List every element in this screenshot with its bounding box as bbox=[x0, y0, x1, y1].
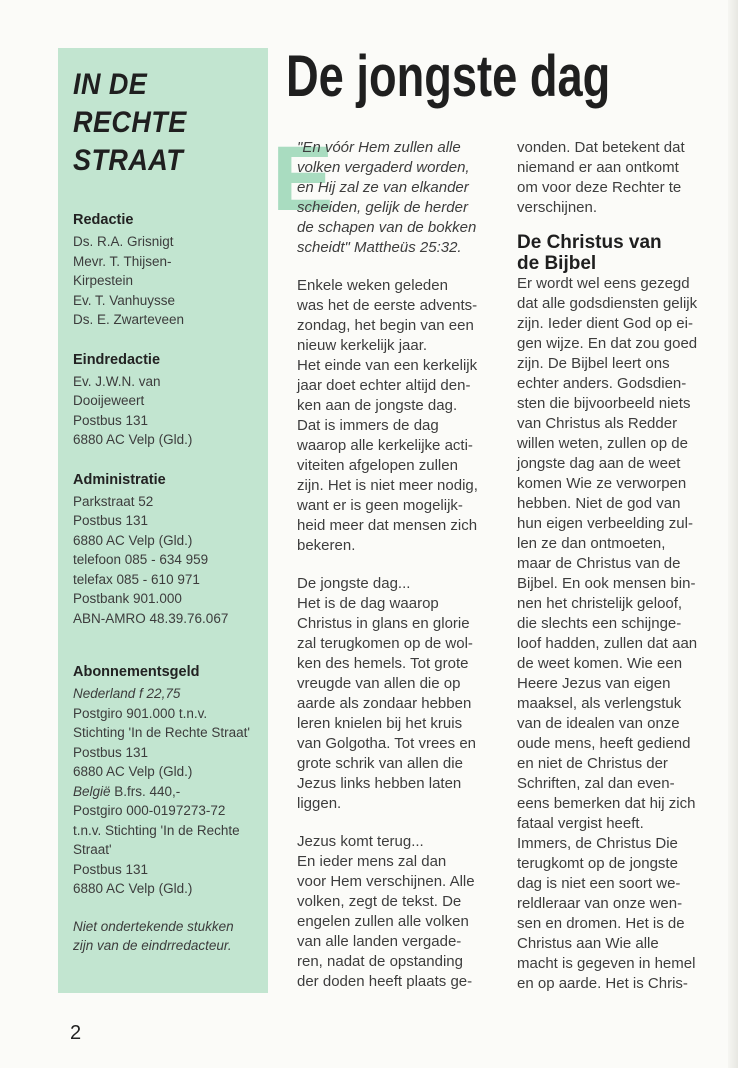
abonnement-line: t.n.v. Stichting 'In de Rechte bbox=[73, 822, 240, 838]
editorial-note: Niet ondertekende stukken zijn van de eindrredacteur. bbox=[73, 918, 234, 953]
abonnement-line: Straat' bbox=[73, 842, 112, 857]
eindredactie-line: Postbus 131 bbox=[73, 412, 149, 428]
intro-line: volken vergaderd worden, bbox=[297, 159, 470, 176]
administratie-line: Parkstraat 52 bbox=[73, 493, 154, 509]
text-line: Enkele weken geleden bbox=[297, 277, 448, 294]
abonnement-line: Stichting 'In de Rechte Straat' bbox=[73, 725, 251, 740]
text-line: leren knielen bij het kruis bbox=[297, 715, 463, 732]
text-line: der doden heeft plaats ge- bbox=[297, 973, 473, 990]
text-line: hebben. Niet de god van bbox=[517, 495, 681, 512]
article-column-right bbox=[517, 138, 722, 994]
text-line: van de idealen van onze bbox=[517, 715, 680, 732]
text-line: terugkomt op de jongste bbox=[517, 855, 678, 872]
text-line: reldleraar van onze wen- bbox=[517, 895, 683, 912]
eindredactie-line: Ev. J.W.N. van bbox=[73, 373, 161, 389]
intro-quote bbox=[297, 138, 497, 258]
text-line: nen het christelijk geloof, bbox=[517, 595, 683, 612]
redactie-line: Ds. R.A. Grisnigt bbox=[73, 234, 174, 249]
intro-line: de schapen van de bokken bbox=[297, 219, 477, 236]
text-line: om voor deze Rechter te bbox=[517, 179, 682, 196]
text-line: hun eigen verbeelding zul- bbox=[517, 515, 693, 532]
text-line: Bijbel. En ook mensen bin- bbox=[517, 575, 696, 592]
text-line: want er is geen mogelijk- bbox=[297, 497, 463, 514]
text-line: Christus aan Wie alle bbox=[517, 935, 659, 952]
text-line: sten die bijvoorbeeld niets bbox=[517, 395, 691, 412]
text-line: zijn. Ieder dient God op ei- bbox=[517, 315, 693, 332]
text-line: Dat is immers de dag bbox=[297, 417, 439, 434]
text-line: viteiten afgelopen zullen bbox=[297, 457, 458, 474]
subheading-line: De Christus van bbox=[517, 232, 662, 253]
text-line: Heere Jezus van eigen bbox=[517, 675, 671, 692]
abonnement-line: Postbus 131 bbox=[73, 744, 149, 760]
article-column-middle bbox=[297, 138, 497, 992]
abonnement-line: Postbus 131 bbox=[73, 861, 149, 877]
text-line: Het is de dag waarop bbox=[297, 595, 439, 612]
belgie-label: België bbox=[73, 783, 111, 799]
redactie-line: Ev. T. Vanhuysse bbox=[73, 292, 176, 308]
text-line: zondag, het begin van een bbox=[297, 317, 474, 334]
text-line: eens bemerken dat hij zich bbox=[517, 795, 696, 812]
administratie-section bbox=[73, 470, 256, 629]
intro-line: scheiden, gelijk de herder bbox=[297, 199, 468, 216]
text-line: engelen zullen alle volken bbox=[297, 913, 469, 930]
paragraph-gap bbox=[297, 814, 497, 832]
text-line: jaar doet echter altijd den- bbox=[297, 377, 471, 394]
text-line: van Christus als Redder bbox=[517, 415, 678, 432]
text-line: Schriften, zal dan even- bbox=[517, 775, 675, 792]
drop-cap: E bbox=[272, 128, 334, 230]
paragraph-gap bbox=[297, 258, 497, 276]
text-line: heid meer dat mensen zich bbox=[297, 517, 478, 534]
text-line: bekeren. bbox=[297, 537, 356, 554]
text-line: ren, nadat de opstanding bbox=[297, 953, 463, 970]
text-line: zijn. Het is niet meer nodig, bbox=[297, 477, 478, 494]
redactie-heading: Redactie bbox=[73, 212, 134, 228]
text-line: fataal vergist heeft. bbox=[517, 815, 644, 832]
colophon-sidebar bbox=[58, 48, 268, 993]
text-line: Het einde van een kerkelijk bbox=[297, 357, 478, 374]
text-line: maaksel, als verlengstuk bbox=[517, 695, 682, 712]
paragraph bbox=[297, 574, 497, 814]
section-subheading bbox=[517, 232, 722, 274]
paragraph-gap bbox=[297, 556, 497, 574]
redactie-line: Mevr. T. Thijsen- bbox=[73, 253, 172, 269]
belgie-price: B.frs. 440,- bbox=[110, 783, 181, 799]
text-line: oude mens, heeft gediend bbox=[517, 735, 691, 752]
text-line: ken des hemels. Tot grote bbox=[297, 655, 469, 672]
text-line: Er wordt wel eens gezegd bbox=[517, 275, 690, 292]
text-line: volken, zegt de tekst. De bbox=[297, 893, 462, 910]
text-line: voor Hem verschijnen. Alle bbox=[297, 873, 475, 890]
text-line: sen en dromen. Het is de bbox=[517, 915, 685, 932]
administratie-line: Postbank 901.000 bbox=[73, 591, 182, 606]
text-line: echter anders. Godsdien- bbox=[517, 375, 687, 392]
paragraph bbox=[297, 832, 497, 992]
abonnement-line: 6880 AC Velp (Gld.) bbox=[73, 881, 193, 896]
abonnement-section bbox=[73, 662, 256, 956]
text-line: gen wijze. En dat zou goed bbox=[517, 335, 698, 352]
abonnement-line: Postgiro 000-0197273-72 bbox=[73, 803, 226, 818]
text-line: en op aarde. Het is Chris- bbox=[517, 975, 688, 992]
text-line: maar de Christus van de bbox=[517, 555, 681, 572]
administratie-line: 6880 AC Velp (Gld.) bbox=[73, 532, 193, 548]
text-line: Immers, de Christus Die bbox=[517, 835, 678, 852]
article-headline: De jongste dag bbox=[286, 44, 611, 109]
text-line: grote schrik van allen die bbox=[297, 755, 463, 772]
text-line: liggen. bbox=[297, 795, 342, 812]
text-line: dag is niet een soort we- bbox=[517, 875, 681, 892]
text-line: vonden. Dat betekent dat bbox=[517, 139, 685, 156]
nederland-label: Nederland bbox=[73, 686, 136, 701]
nederland-price: f 22,75 bbox=[135, 686, 181, 701]
text-line: Jezus komt terug... bbox=[297, 833, 424, 850]
text-line: vreugde van allen die op bbox=[297, 675, 461, 692]
text-line: zijn. De Bijbel leert ons bbox=[517, 355, 670, 372]
page-edge bbox=[728, 0, 738, 1068]
redactie-line: Ds. E. Zwarteveen bbox=[73, 312, 185, 327]
text-line: loof hadden, zullen dat aan bbox=[517, 635, 698, 652]
text-line: len ze dan ontmoeten, bbox=[517, 535, 666, 552]
eindredactie-line: 6880 AC Velp (Gld.) bbox=[73, 432, 193, 447]
text-line: willen weten, zullen op de bbox=[517, 435, 688, 452]
text-line: macht is gegeven in hemel bbox=[517, 955, 696, 972]
administratie-line: Postbus 131 bbox=[73, 513, 149, 528]
text-line: komen Wie ze verworpen bbox=[517, 475, 687, 492]
text-line: van alle landen vergade- bbox=[297, 933, 462, 950]
intro-line: "En vóór Hem zullen alle bbox=[297, 139, 461, 156]
subheading-line: de Bijbel bbox=[517, 253, 597, 274]
magazine-title: IN DE RECHTE STRAAT bbox=[73, 68, 187, 177]
text-line: De jongste dag... bbox=[297, 575, 411, 592]
administratie-line: telefoon 085 - 634 959 bbox=[73, 552, 209, 567]
text-line: verschijnen. bbox=[517, 199, 598, 216]
abonnement-heading: Abonnementsgeld bbox=[73, 664, 200, 680]
abonnement-line: 6880 AC Velp (Gld.) bbox=[73, 764, 193, 779]
eindredactie-heading: Eindredactie bbox=[73, 351, 161, 368]
redactie-line: Kirpestein bbox=[73, 273, 134, 288]
text-line: aarde als zondaar hebben bbox=[297, 695, 472, 712]
text-line: en niet de Christus der bbox=[517, 755, 668, 772]
page-number: 2 bbox=[70, 1022, 82, 1044]
paragraph bbox=[517, 138, 722, 218]
text-line: zal terugkomen op de wol- bbox=[297, 635, 473, 652]
text-line: waarop alle kerkelijke acti- bbox=[297, 437, 473, 454]
text-line: nieuw kerkelijk jaar. bbox=[297, 337, 428, 354]
text-line: jongste dag aan de weet bbox=[517, 455, 681, 472]
text-line: die slechts een schijnge- bbox=[517, 615, 682, 632]
price-belgie bbox=[73, 782, 256, 802]
abonnement-line: Postgiro 901.000 t.n.v. bbox=[73, 705, 208, 721]
text-line: was het de eerste advents- bbox=[297, 297, 478, 314]
administratie-line: ABN-AMRO 48.39.76.067 bbox=[73, 610, 229, 626]
text-line: Christus in glans en glorie bbox=[297, 615, 470, 632]
text-line: van Golgotha. Tot vrees en bbox=[297, 735, 477, 752]
text-line: niemand er aan ontkomt bbox=[517, 159, 679, 176]
intro-line: scheidt" Mattheüs 25:32. bbox=[297, 239, 462, 256]
text-line: dat alle godsdiensten gelijk bbox=[517, 295, 698, 312]
eindredactie-line: Dooijeweert bbox=[73, 393, 145, 408]
administratie-line: telefax 085 - 610 971 bbox=[73, 571, 200, 587]
administratie-heading: Administratie bbox=[73, 471, 166, 488]
intro-line: en Hij zal ze van elkander bbox=[297, 179, 469, 196]
text-line: En ieder mens zal dan bbox=[297, 853, 447, 870]
text-line: ken aan de jongste dag. bbox=[297, 397, 458, 414]
redactie-section bbox=[73, 210, 256, 330]
price-nederland bbox=[73, 684, 256, 704]
text-line: de weet komen. Wie een bbox=[517, 655, 683, 672]
text-line: Jezus links hebben laten bbox=[297, 775, 462, 792]
paragraph bbox=[297, 276, 497, 556]
paragraph bbox=[517, 274, 722, 994]
eindredactie-section bbox=[73, 350, 256, 450]
